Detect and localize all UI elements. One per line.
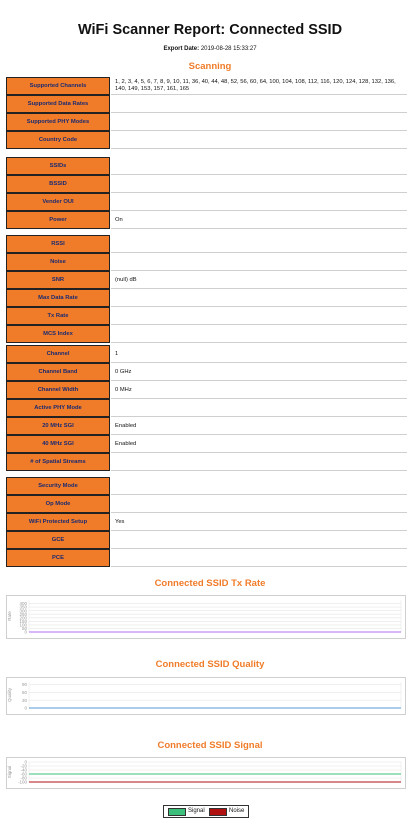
row-value: 1, 2, 3, 4, 5, 6, 7, 8, 9, 10, 11, 36, 40, 44, 48, 52, 56, 60, 64, 100, 104, 108, 112, 116, 120, 124, 128, 132, 136, 140, 149, 153, 157, 161, 165 [111,77,407,95]
row-value: On [111,211,407,229]
report-row [6,345,407,363]
report-row [6,253,407,271]
row-value [111,113,407,131]
quality-chart [6,677,406,715]
export-date-value: 2019-08-28 15:33:27 [200,46,257,52]
report-row [6,175,407,193]
row-value [111,307,407,325]
row-label: Channel Width [6,381,110,399]
report-row [6,435,407,453]
row-value: Enabled [111,435,407,453]
y-tick-label: 90 [21,682,27,688]
row-value [111,175,407,193]
page-title: WiFi Scanner Report: Connected SSID [77,22,343,38]
row-value [111,253,407,271]
y-tick-label: 300 [19,608,27,614]
y-tick-label: 400 [19,601,27,607]
row-label: SSIDs [6,157,110,175]
tx-rate-chart-svg [7,596,405,638]
row-label: Supported Channels [6,77,110,95]
row-value [111,289,407,307]
report-group [6,345,407,471]
row-value: 0 MHz [111,381,407,399]
row-label: # of Spatial Streams [6,453,110,471]
y-tick-label: 200 [19,615,27,621]
report-group [6,157,407,229]
y-tick-label: 0 [24,705,27,711]
report-row [6,95,407,113]
report-row [6,417,407,435]
report-row [6,289,407,307]
report-row [6,113,407,131]
legend-noise-swatch [209,808,227,816]
row-value: 1 [111,345,407,363]
row-label: Supported Data Rates [6,95,110,113]
tx-rate-chart-title: Connected SSID Tx Rate [154,578,266,589]
row-label: Channel [6,345,110,363]
report-row [6,549,407,567]
report-row [6,235,407,253]
report-row [6,131,407,149]
report-row [6,211,407,229]
report-row [6,157,407,175]
export-date [0,46,420,52]
y-tick-label: -100 [17,779,27,785]
row-label: 40 MHz SGI [6,435,110,453]
report-group [6,77,407,149]
report-group [6,235,407,343]
row-label: Active PHY Mode [6,399,110,417]
y-tick-label: 350 [19,604,27,610]
row-value [111,495,407,513]
row-label: Vender OUI [6,193,110,211]
report-row [6,307,407,325]
row-label: Security Mode [6,477,110,495]
report-row [6,271,407,289]
row-label: Power [6,211,110,229]
export-date-label: Export Date: [163,46,200,52]
report-row [6,513,407,531]
report-row [6,363,407,381]
row-label: WiFi Protected Setup [6,513,110,531]
y-axis-label: Quality [7,687,12,703]
row-label: Max Data Rate [6,289,110,307]
row-value [111,531,407,549]
report-row [6,495,407,513]
row-value [111,131,407,149]
row-value [111,95,407,113]
row-label: 20 MHz SGI [6,417,110,435]
y-tick-label: -40 [20,767,27,773]
row-value: 0 GHz [111,363,407,381]
signal-chart-svg [7,758,405,788]
row-label: Tx Rate [6,307,110,325]
y-tick-label: -80 [20,775,27,781]
row-label: MCS Index [6,325,110,343]
row-label: SNR [6,271,110,289]
row-value: (null) dB [111,271,407,289]
y-tick-label: 50 [21,626,27,632]
row-value: Enabled [111,417,407,435]
signal-chart-title: Connected SSID Signal [157,740,263,751]
y-tick-label: 30 [21,697,27,703]
report-group [6,477,407,567]
row-value [111,157,407,175]
row-label: GCE [6,531,110,549]
row-label: Country Code [6,131,110,149]
chart-legend [163,805,249,818]
row-label: PCE [6,549,110,567]
y-tick-label: 0 [24,759,27,765]
report-row [6,399,407,417]
row-label: Noise [6,253,110,271]
row-value [111,477,407,495]
legend-signal-swatch [168,808,186,816]
y-tick-label: -60 [20,771,27,777]
report-row [6,193,407,211]
report-row [6,381,407,399]
row-value: Yes [111,513,407,531]
tx-rate-chart [6,595,406,639]
row-value [111,399,407,417]
row-label: Op Mode [6,495,110,513]
report-row [6,477,407,495]
row-value [111,193,407,211]
row-value [111,549,407,567]
legend-signal-label: Signal [188,808,205,814]
y-tick-label: 150 [19,618,27,624]
row-value [111,453,407,471]
legend-noise-label: Noise [229,808,245,814]
quality-chart-svg [7,678,405,714]
row-label: RSSI [6,235,110,253]
y-tick-label: -20 [20,763,27,769]
report-row [6,77,407,95]
row-label: Channel Band [6,363,110,381]
y-tick-label: 0 [24,629,27,635]
y-tick-label: 250 [19,611,27,617]
row-value [111,235,407,253]
report-row [6,325,407,343]
report-row [6,453,407,471]
quality-chart-title: Connected SSID Quality [155,659,265,670]
y-axis-label: Rate [7,611,12,621]
row-value [111,325,407,343]
scanning-section-title: Scanning [188,61,232,72]
row-label: Supported PHY Modes [6,113,110,131]
y-tick-label: 100 [19,622,27,628]
y-tick-label: 60 [21,690,27,695]
report-row [6,531,407,549]
row-label: BSSID [6,175,110,193]
signal-chart [6,757,406,789]
y-axis-label: Signal [7,765,12,779]
